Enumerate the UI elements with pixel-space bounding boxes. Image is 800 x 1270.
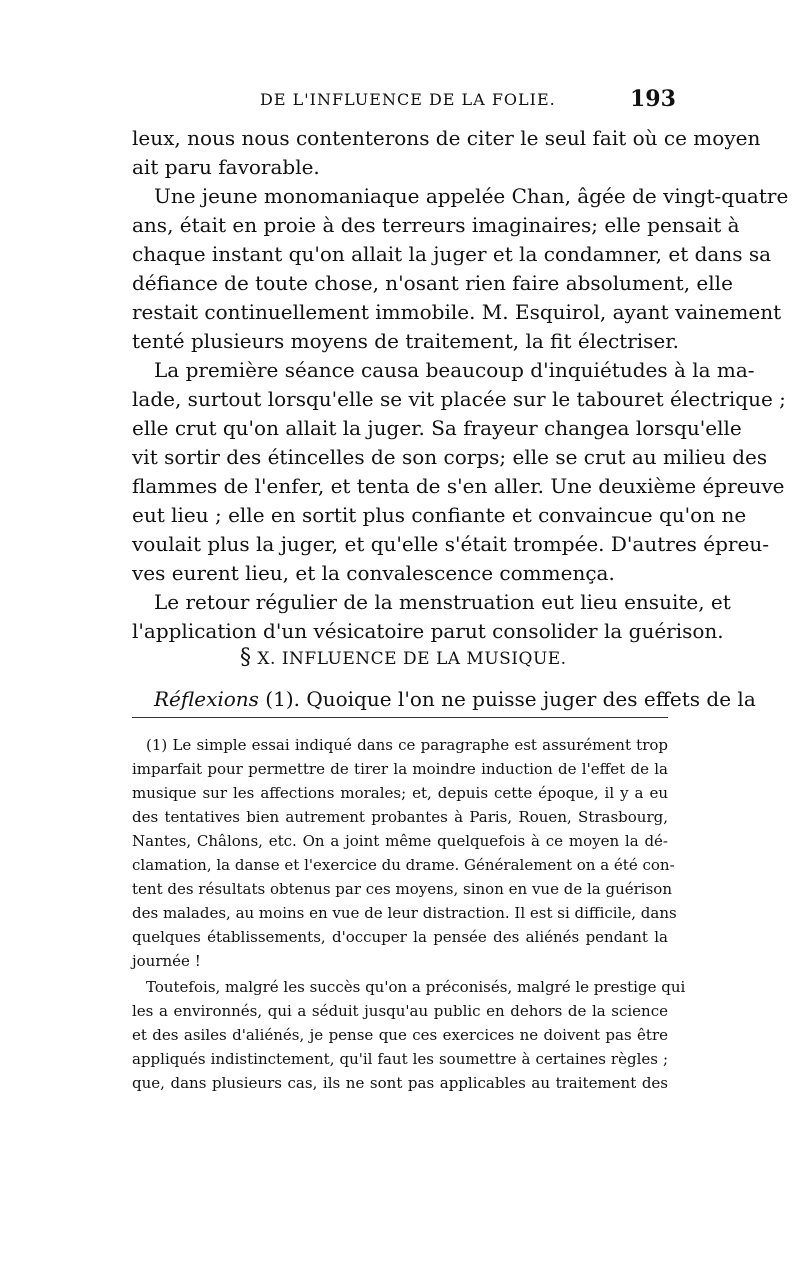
body-line: lade, surtout lorsqu'elle se vit placée sur le tabouret électrique ; <box>132 387 786 411</box>
section-heading <box>240 645 567 670</box>
footnote-line: (1) Le simple essai indiqué dans ce paragraphe est assurément trop <box>146 736 668 754</box>
footnote-line: Toutefois, malgré les succès qu'on a préconisés, malgré le prestige qui <box>146 978 686 996</box>
footnote-line: des malades, au moins en vue de leur distraction. Il est si difficile, dans <box>132 904 677 922</box>
body-line: ans, était en proie à des terreurs imaginaires; elle pensait à <box>132 213 740 237</box>
body-line: eut lieu ; elle en sortit plus confiante et convaincue qu'on ne <box>132 503 747 527</box>
body-line: voulait plus la juger, et qu'elle s'était trompée. D'autres épreu- <box>132 532 769 556</box>
footnote-line: musique sur les affections morales; et, depuis cette époque, il y a eu <box>132 784 668 802</box>
body-line: Le retour régulier de la menstruation eut lieu ensuite, et <box>154 590 731 614</box>
footnote-rule <box>132 717 668 718</box>
footnote-line: que, dans plusieurs cas, ils ne sont pas applicables au traitement des <box>132 1074 668 1092</box>
body-line: l'application d'un vésicatoire parut consolider la guérison. <box>132 619 724 643</box>
footnote-line: des tentatives bien autrement probantes à Paris, Rouen, Strasbourg, <box>132 808 668 826</box>
footnote-line: les a environnés, qui a séduit jusqu'au public en dehors de la science <box>132 1002 668 1020</box>
section-title: X. INFLUENCE DE LA MUSIQUE. <box>257 649 567 669</box>
footnote-line: appliqués indistinctement, qu'il faut les soumettre à certaines règles ; <box>132 1050 668 1068</box>
body-line: elle crut qu'on allait la juger. Sa frayeur changea lorsqu'elle <box>132 416 742 440</box>
page-number: 193 <box>630 86 676 112</box>
footnote-line: journée ! <box>132 952 201 970</box>
footnote-line: imparfait pour permettre de tirer la moindre induction de l'effet de la <box>132 760 668 778</box>
body-line: ait paru favorable. <box>132 155 320 179</box>
footnote-line: et des asiles d'aliénés, je pense que ces exercices ne doivent pas être <box>132 1026 668 1044</box>
running-head: DE L'INFLUENCE DE LA FOLIE. <box>260 90 556 109</box>
body-line: tenté plusieurs moyens de traitement, la fit électriser. <box>132 329 679 353</box>
reflexions-text: Quoique l'on ne puisse juger des effets de la <box>306 687 756 711</box>
body-line: flammes de l'enfer, et tenta de s'en aller. Une deuxième épreuve <box>132 474 785 498</box>
body-line: défiance de toute chose, n'osant rien faire absolument, elle <box>132 271 733 295</box>
body-line: Une jeune monomaniaque appelée Chan, âgée de vingt-quatre <box>154 184 789 208</box>
body-line: vit sortir des étincelles de son corps; elle se crut au milieu des <box>132 445 768 469</box>
footnote-line: tent des résultats obtenus par ces moyens, sinon en vue de la guérison <box>132 880 672 898</box>
body-line: La première séance causa beaucoup d'inquiétudes à la ma- <box>154 358 755 382</box>
footnote-reference: (1). <box>265 687 300 711</box>
reflexions-label: Réflexions <box>154 687 259 711</box>
footnote-line: clamation, la danse et l'exercice du drame. Généralement on a été con- <box>132 856 675 874</box>
body-line: leux, nous nous contenterons de citer le seul fait où ce moyen <box>132 126 761 150</box>
footnote-line: Nantes, Châlons, etc. On a joint même quelquefois à ce moyen la dé- <box>132 832 668 850</box>
body-line: ves eurent lieu, et la convalescence commença. <box>132 561 615 585</box>
body-line: restait continuellement immobile. M. Esquirol, ayant vainement <box>132 300 782 324</box>
body-line: chaque instant qu'on allait la juger et la condamner, et dans sa <box>132 242 772 266</box>
footnote-line: quelques établissements, d'occuper la pensée des aliénés pendant la <box>132 928 668 946</box>
reflexions-line <box>132 684 756 714</box>
section-symbol: § <box>240 645 252 670</box>
